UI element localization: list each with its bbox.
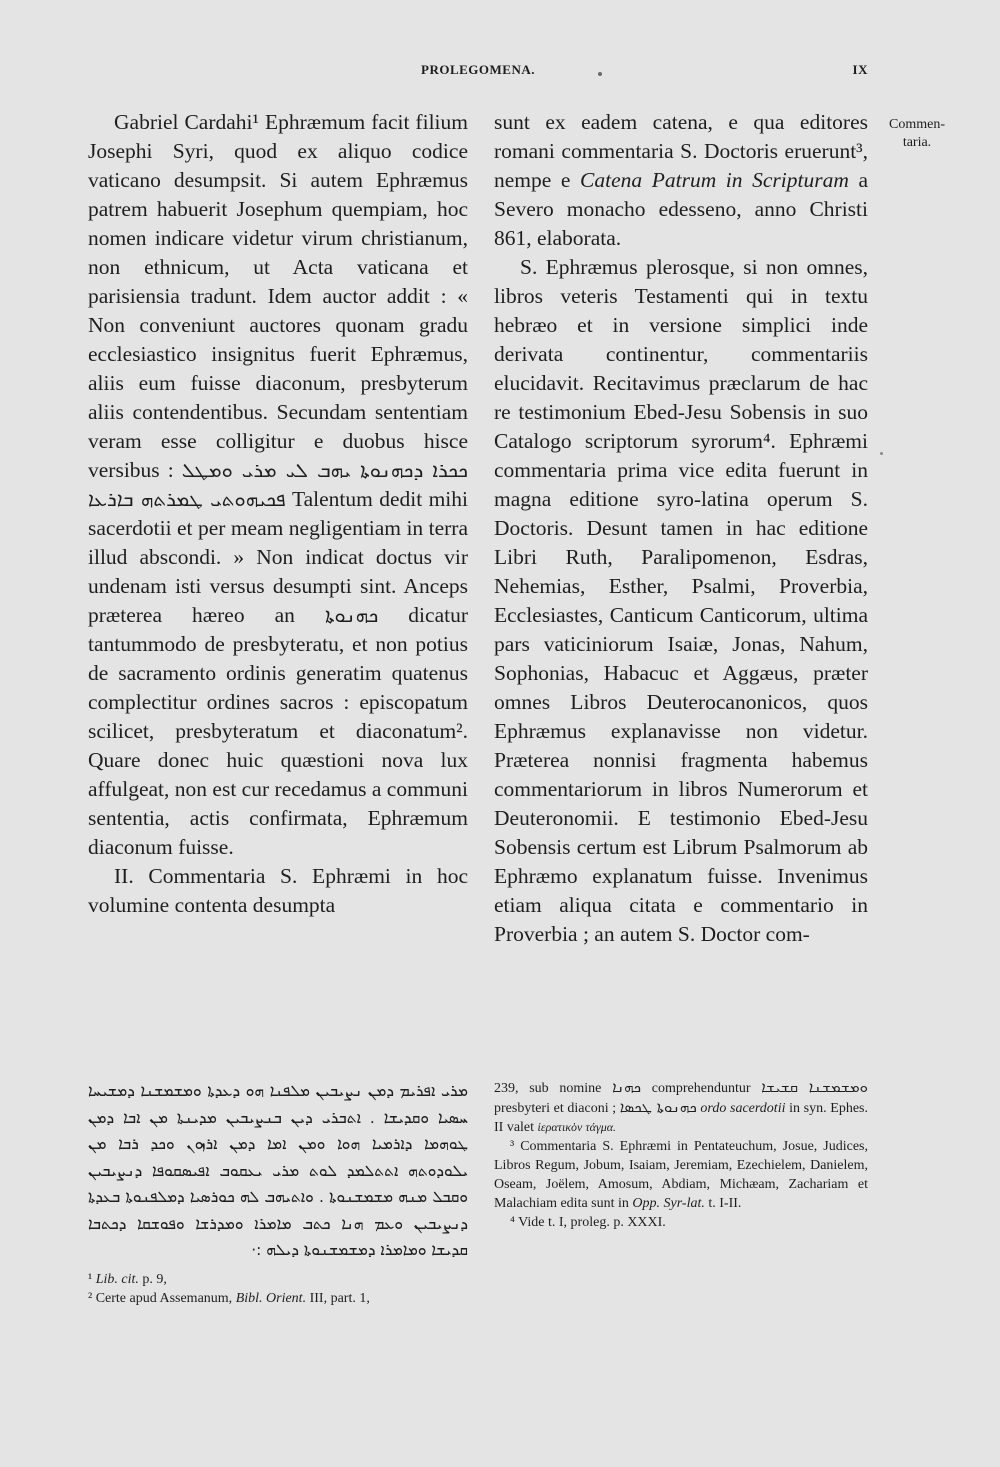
paragraph: sunt ex eadem catena, e qua editores romani commentaria S. Doctoris eruerunt³, nempe e Catena Patrum in Scripturam a Severo monacho edesseno, anno Christi 861, elaborata. [494,110,869,250]
footnote-3: ³ Commentaria S. Ephræmi in Pentateuchum, Josue, Judices, Libros Regum, Jobum, Isaiam, Jeremiam, Ezechielem, Danielem, Oseam, Joëlem, Amosum, Abdiam, Michæam, Zachariam et Malachiam edita sunt in Opp. Syr-lat. t. I-II. [494,1139,868,1211]
syriac-word: ܟܗܢܘܬܐ [324,603,379,627]
syriac-quotation: ܡܪܝ ܐܦܪܝܡ ܕܡܢ ܢܨܝܒܝܢ ܡܠܦܢܐ ܗܘ ܕܥܕܬܐ ܘܡܫܡܫܢܐ ܕܡܫܝܚܐ ܚܣܝܐ ܘܩܕܝܫܐ . ܐܬܒܪܝ ܕܝܢ ܒܢܨܝܒܝܢ ܡܕܝܢܬܐ ܡܢ ܐܒܐ ܕܡܢ ܛܘܗܡܐ ܕܐܪܡܝܐ ܗܘܐ ܘܡܢ ܐܡܐ ܕܡܢ ܐܪܙܘܢ ܘܟܕ ܪܒܐ ܡܢ ܝܠܘܕܘܬܗ ܐܬܬܠܡܕ ܠܘܬ ܡܪܝ ܝܥܩܘܒ ܐܦܝܣܩܘܦܐ ܕܢܨܝܒܝܢ ܘܩܒܠ ܡܢܗ ܡܫܡܫܢܘܬܐ . ܘܐܬܝܗܒ ܠܗ ܟܘܪܣܝܐ ܕܡܠܦܢܘܬܐ ܒܥܕܬܐ ܕܢܨܝܒܝܢ ܘܥܡ ܗܢܐ ܟܬܒ ܡܐܡܪܐ ܘܡܕܪܫܐ ܘܦܘܫܩܐ ܕܟܬܒܐ ܩܕܝܫܐ ܘܡܐܡܪܐ ܕܡܫܡܫܢܘܬܐ ܕܝܠܗ :· [88,1082,468,1259]
italic-title: Catena Patrum in Scripturam [580,168,849,192]
footnote-list [88,1270,468,1308]
footnotes-right [494,1078,868,1232]
syriac-verse: ܟܟܪܐ ܕܟܗܢܘܬܐ ܝܗܒ ܠܝ ܡܪܝ ܘܡܛܠ ܦܟܝܗܘܬܝ ܛܡܪܬܗ ܒܐܪܥܐ [88,458,468,511]
footnote-4: ⁴ Vide t. I, proleg. p. XXXI. [510,1215,666,1230]
right-column [494,108,868,949]
left-column [88,108,468,920]
footnote-continuation: 239, sub nomine ܟܗܢܐ comprehenduntur ܩܫܝܫܐ ܘܡܫܡܫܢܐ presbyteri et diaconi ; ܟܗܢܘܬܐ ܛܟܣܐ ordo sacerdotii in syn. Ephes. II valet ἱερατικὸν τάγμα. [494,1078,868,1135]
footnote-1: ¹ Lib. cit. p. 9, [88,1271,167,1287]
page-number: IX [852,62,868,77]
footnote-2: ² Certe apud Assemanum, Bibl. Orient. III, part. 1, [88,1290,370,1306]
running-title: PROLEGOMENA. [421,62,535,77]
paragraph: S. Ephræmus plerosque, si non omnes, libros veteris Testamenti qui in textu hebræo et in versione simplici inde derivata continentur, commentariis elucidavit. Recitavimus præclarum de hac re testimonium Ebed-Jesu Sobensis in suo Catalogo scriptorum syrorum⁴. Ephræmi commentaria prima vice edita fuerunt in magna editione syro-latina operum S. Doctoris. Desunt tamen in hac editione Libri Ruth, Paralipomenon, Esdras, Nehemias, Esther, Psalmi, Proverbia, Ecclesiastes, Canticum Canticorum, ultima pars vaticiniorum Isaiæ, Jonas, Nahum, Sophonias, Habacuc et Aggæus, præter omnes Libros Deuterocanonicos, quos Ephræmus explanavisse non videtur. Præterea nonnisi fragmenta habemus commentariorum in libros Numerorum et Deuteronomii. E testimonio Ebed-Jesu Sobensis certum est Librum Psalmorum ab Ephræmo explanatum fuisse. Invenimus etiam aliqua citata e commentario in Proverbia ; an autem S. Doctor com- [494,255,868,946]
section-heading-paragraph: II. Commentaria S. Ephræmi in hoc volumine contenta desumpta [88,864,468,917]
paragraph: Gabriel Cardahi¹ Ephræmum facit filium Josephi Syri, quod ex aliquo codice vaticano desumpsit. Si autem Ephræmus patrem habuerit Josephum quempiam, hoc nomen indicare videtur virum christianum, non ethnicum, ut Acta vaticana et parisiensia tradunt. Idem auctor addit : « Non conveniunt auctores quonam gradu ecclesiastico insignitus fuerit Ephræmus, aliis eum fuisse diaconum, presbyterum aliis contendentibus. Secundam sententiam veram esse colligitur e duobus hisce versibus : ܟܟܪܐ ܕܟܗܢܘܬܐ ܝܗܒ ܠܝ ܡܪܝ ܘܡܛܠ ܦܟܝܗܘܬܝ ܛܡܪܬܗ ܒܐܪܥܐ Talentum dedit mihi sacerdotii et per meam negligentiam in terra illud abscondi. » Non indicat doctus vir undenam isti versus desumpti sint. Anceps præterea hæreo an ܟܗܢܘܬܐ dicatur tantummodo de presbyteratu, et non potius de sacramento ordinis generatim quatenus complectitur ordines sacros : episcopatum scilicet, presbyteratum et diaconatum². Quare donec huic quæstioni nova lux affulgeat, non est cur recedamus a communi sententia, actis confirmata, Ephræmum diaconum fuisse. [88,110,468,859]
print-speck [880,452,883,455]
margin-note: Commen- taria. [889,117,945,150]
footnotes-left [88,1078,468,1308]
running-head [88,62,868,82]
